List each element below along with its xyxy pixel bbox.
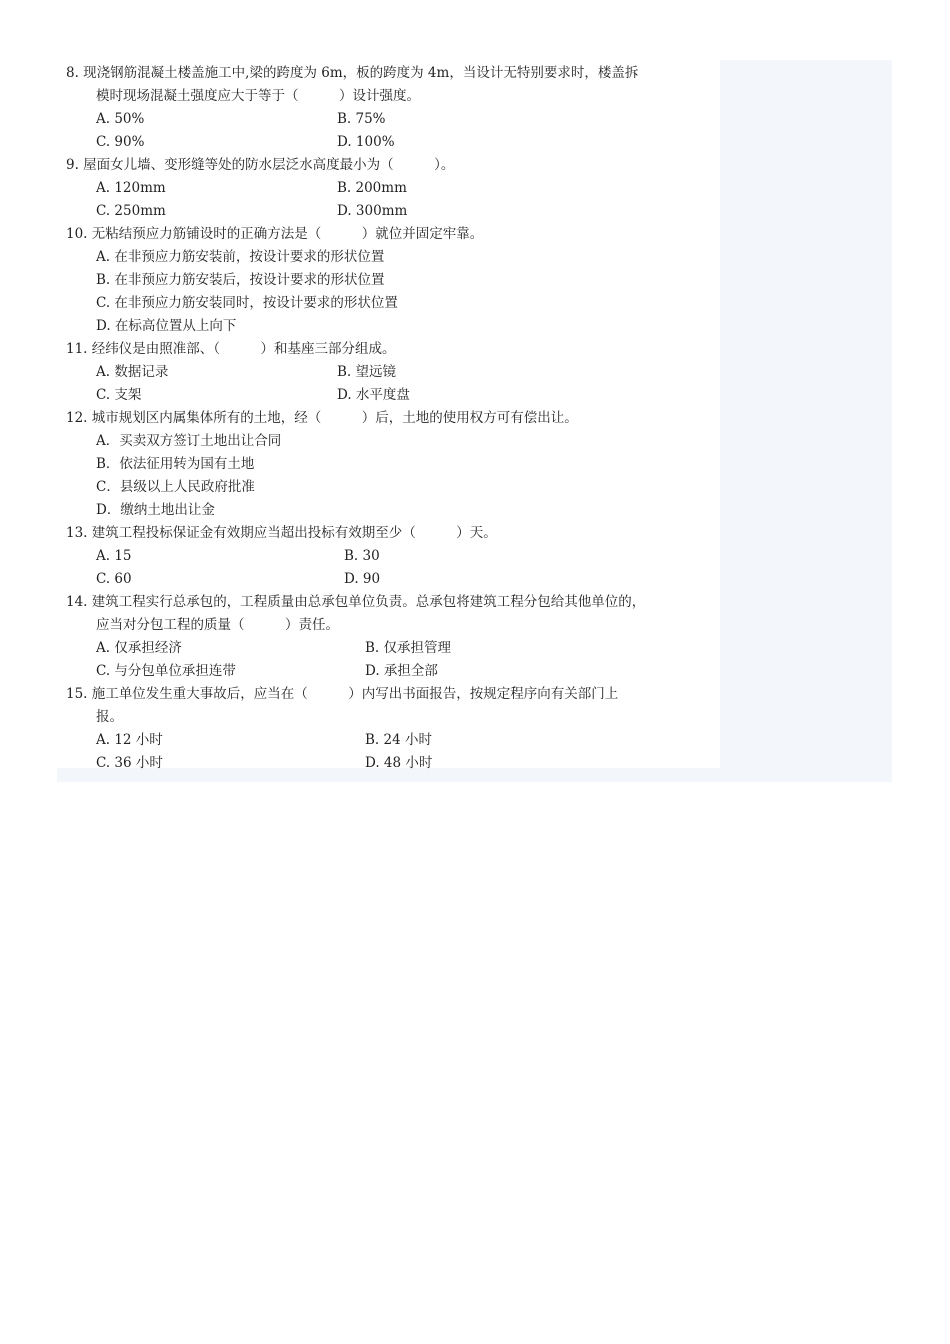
option-c[interactable]: C. 在非预应力筋安装同时，按设计要求的形状位置 <box>96 295 398 311</box>
option-d[interactable]: D. 90 <box>344 571 381 587</box>
option-row <box>66 752 716 775</box>
option-row <box>66 545 716 568</box>
question-9 <box>66 154 716 223</box>
question-stem: 11. 经纬仪是由照准部、（ ）和基座三部分组成。 <box>66 341 396 357</box>
option-c[interactable]: C. 36 小时 <box>96 755 163 771</box>
option-row <box>66 660 716 683</box>
question-15 <box>66 683 716 775</box>
option-d[interactable]: D. 300mm <box>337 203 408 219</box>
option-b[interactable]: B. 200mm <box>337 180 407 196</box>
exam-content <box>57 60 720 771</box>
option-c[interactable]: C．县级以上人民政府批准 <box>96 479 255 495</box>
option-d[interactable]: D．缴纳土地出让金 <box>96 502 215 518</box>
option-row <box>66 729 716 752</box>
question-8 <box>66 62 716 154</box>
option-b[interactable]: B. 仅承担管理 <box>365 640 452 656</box>
option-c[interactable]: C. 与分包单位承担连带 <box>96 663 236 679</box>
option-a[interactable]: A. 数据记录 <box>96 364 169 380</box>
question-stem: 12. 城市规划区内属集体所有的土地，经（ ）后，土地的使用权方可有偿出让。 <box>66 410 578 426</box>
option-row <box>66 177 716 200</box>
option-c[interactable]: C. 90% <box>96 134 145 150</box>
option-row <box>66 361 716 384</box>
option-b[interactable]: B．依法征用转为国有土地 <box>96 456 255 472</box>
option-a[interactable]: A. 15 <box>96 548 132 564</box>
option-d[interactable]: D. 100% <box>337 134 395 150</box>
question-stem-continued: 模时现场混凝土强度应大于等于（ ）设计强度。 <box>96 88 420 104</box>
option-c[interactable]: C. 支架 <box>96 387 142 403</box>
option-a[interactable]: A．买卖双方签订土地出让合同 <box>96 433 282 449</box>
option-c[interactable]: C. 60 <box>96 571 132 587</box>
option-b[interactable]: B. 在非预应力筋安装后，按设计要求的形状位置 <box>96 272 385 288</box>
question-stem-continued: 报。 <box>96 709 123 725</box>
option-d[interactable]: D. 48 小时 <box>365 755 433 771</box>
question-10 <box>66 223 716 338</box>
option-b[interactable]: B. 望远镜 <box>337 364 397 380</box>
question-stem-continued: 应当对分包工程的质量（ ）责任。 <box>96 617 339 633</box>
option-a[interactable]: A. 在非预应力筋安装前，按设计要求的形状位置 <box>96 249 385 265</box>
option-c[interactable]: C. 250mm <box>96 203 166 219</box>
question-stem: 10. 无粘结预应力筋铺设时的正确方法是（ ）就位并固定牢靠。 <box>66 226 484 242</box>
question-list <box>66 62 716 775</box>
option-a[interactable]: A. 120mm <box>96 180 166 196</box>
option-d[interactable]: D. 水平度盘 <box>337 387 410 403</box>
option-d[interactable]: D. 在标高位置从上向下 <box>96 318 237 334</box>
option-row <box>66 384 716 407</box>
question-stem: 14. 建筑工程实行总承包的，工程质量由总承包单位负责。总承包将建筑工程分包给其他单位的， <box>66 594 646 610</box>
option-b[interactable]: B. 30 <box>344 548 380 564</box>
option-row <box>66 637 716 660</box>
option-row <box>66 131 716 154</box>
option-row <box>66 108 716 131</box>
option-b[interactable]: B. 24 小时 <box>365 732 432 748</box>
option-d[interactable]: D. 承担全部 <box>365 663 438 679</box>
option-a[interactable]: A. 仅承担经济 <box>96 640 182 656</box>
question-stem: 15. 施工单位发生重大事故后，应当在（ ）内写出书面报告，按规定程序向有关部门上 <box>66 686 619 702</box>
question-stem: 13. 建筑工程投标保证金有效期应当超出投标有效期至少（ ）天。 <box>66 525 497 541</box>
question-stem: 8. 现浇钢筋混凝土楼盖施工中,梁的跨度为 6m，板的跨度为 4m，当设计无特别要求时，楼盖拆 <box>66 65 639 81</box>
option-b[interactable]: B. 75% <box>337 111 386 127</box>
question-12 <box>66 407 716 522</box>
question-stem: 9. 屋面女儿墙、变形缝等处的防水层泛水高度最小为（ ）。 <box>66 157 455 173</box>
option-row <box>66 568 716 591</box>
question-11 <box>66 338 716 407</box>
option-a[interactable]: A. 50% <box>96 111 145 127</box>
question-13 <box>66 522 716 591</box>
question-14 <box>66 591 716 683</box>
option-a[interactable]: A. 12 小时 <box>96 732 163 748</box>
option-row <box>66 200 716 223</box>
